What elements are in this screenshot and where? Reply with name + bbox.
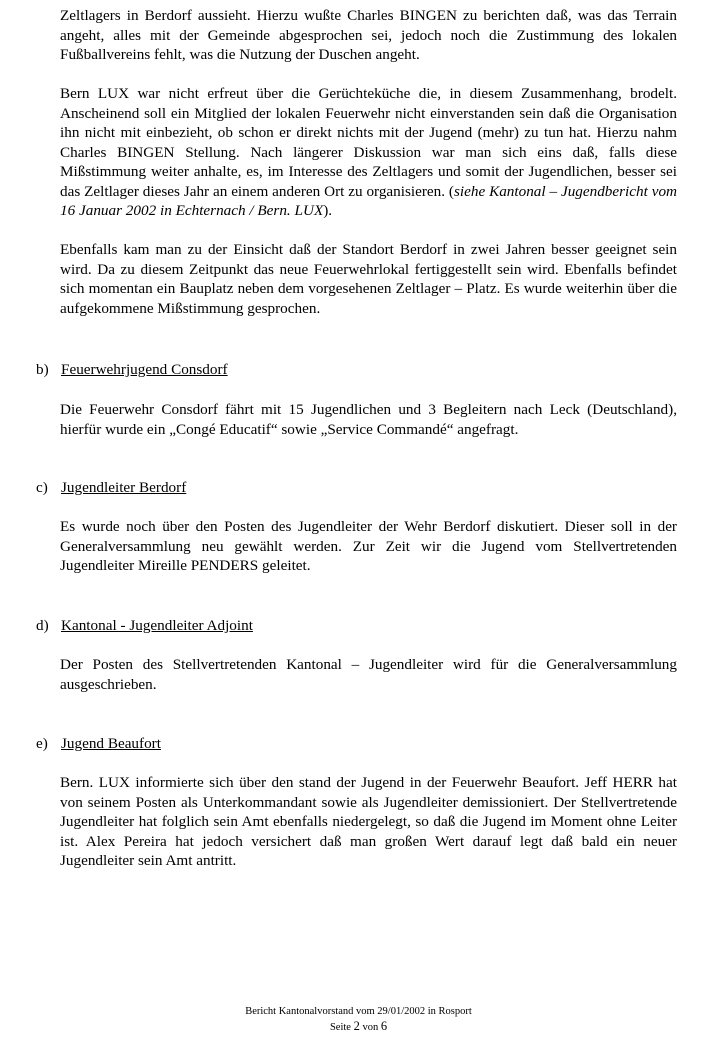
section-title: Feuerwehrjugend Consdorf bbox=[61, 361, 228, 378]
intro-paragraph-2 bbox=[60, 84, 677, 221]
reference-close: ). bbox=[323, 202, 333, 219]
section-heading-c bbox=[36, 478, 186, 498]
intro-paragraph-2-text: Bern LUX war nicht erfreut über die Gerüchteküche die, in diesem Zusammenhang, brodelt. Anscheinend soll ein Mitglied der lokalen Feuerwehr nicht einverstanden sein daß die Organisation ihn nicht mit einbezieht, ob schon er direkt nichts mit der Jugend (mehr) zu tun hat. Hierzu nahm Charles BINGEN Stellung. Nach längerer Diskussion war man sich eins daß, falls diese Mißstimmung weiter anhalte, es, im Interesse des Zeltlagers und somit der Jugendlichen, besser sei das Zeltlager dieses Jahr an einem anderen Ort zu organisieren. bbox=[60, 85, 677, 200]
section-heading-d bbox=[36, 616, 253, 636]
page-prefix: Seite bbox=[329, 1022, 351, 1033]
section-body-b: Die Feuerwehr Consdorf fährt mit 15 Jugendlichen und 3 Begleitern nach Leck (Deutschland), hierfür wurde ein „Congé Educatif“ sowie „Service Commandé“ angefragt. bbox=[60, 401, 677, 438]
reference-note: siehe Kantonal – Jugendbericht vom 16 Januar 2002 in Echternach / Bern. LUX bbox=[60, 182, 678, 219]
page-separator: von bbox=[362, 1022, 379, 1033]
page-current: 2 bbox=[353, 1019, 360, 1033]
page-total: 6 bbox=[380, 1019, 388, 1033]
section-title: Kantonal - Jugendleiter Adjoint bbox=[61, 617, 253, 634]
section-body-d: Der Posten des Stellvertretenden Kantonal – Jugendleiter wird für die Generalversammlung ausgeschrieben. bbox=[60, 656, 677, 693]
section-title: Jugend Beaufort bbox=[61, 735, 161, 752]
section-letter: b) bbox=[36, 361, 49, 378]
footer-page-number bbox=[0, 1019, 717, 1035]
section-title: Jugendleiter Berdorf bbox=[61, 479, 187, 496]
section-heading-b bbox=[36, 360, 228, 380]
section-letter: d) bbox=[36, 617, 49, 634]
footer-report-line: Bericht Kantonalvorstand vom 29/01/2002 in Rosport bbox=[245, 1006, 472, 1017]
reference-open: ( bbox=[448, 182, 454, 200]
section-body-c: Es wurde noch über den Posten des Jugendleiter der Wehr Berdorf diskutiert. Dieser soll in der Generalversammlung neu gewählt werden. Zur Zeit wir die Jugend vom Stellvertretenden Jugendleiter Mireille PENDERS geleitet. bbox=[60, 518, 677, 574]
intro-paragraph-1: Zeltlagers in Berdorf aussieht. Hierzu wußte Charles BINGEN zu berichten daß, was das Terrain angeht, alles mit der Gemeinde abgesprochen sei, jedoch noch die Zustimmung des lokalen Fußballvereins fehlt, was die Nutzung der Duschen angeht. bbox=[60, 7, 677, 63]
section-heading-e bbox=[36, 734, 161, 754]
section-letter: e) bbox=[36, 735, 48, 752]
intro-paragraph-3: Ebenfalls kam man zu der Einsicht daß der Standort Berdorf in zwei Jahren besser geeignet sein wird. Da zu diesem Zeitpunkt das neue Feuerwehrlokal fertiggestellt sein wird. Ebenfalls befindet sich momentan ein Bauplatz neben dem vorgesehenen Zeltlager – Platz. Es wurde weiterhin über die aufgekommene Mißstimmung gesprochen. bbox=[60, 241, 677, 317]
section-letter: c) bbox=[36, 479, 48, 496]
section-body-e: Bern. LUX informierte sich über den stand der Jugend in der Feuerwehr Beaufort. Jeff HERR hat von seinem Posten als Unterkommandant sowie als Jugendleiter demissioniert. Der Stellvertretende Jugendleiter hat folglich sein Amt ebenfalls niedergelegt, so daß die Jugend im Moment ohne Leiter ist. Alex Pereira hat jedoch versichert daß man großen Wert darauf legt daß bald ein neuer Jugendleiter sein Amt antritt. bbox=[60, 774, 677, 869]
